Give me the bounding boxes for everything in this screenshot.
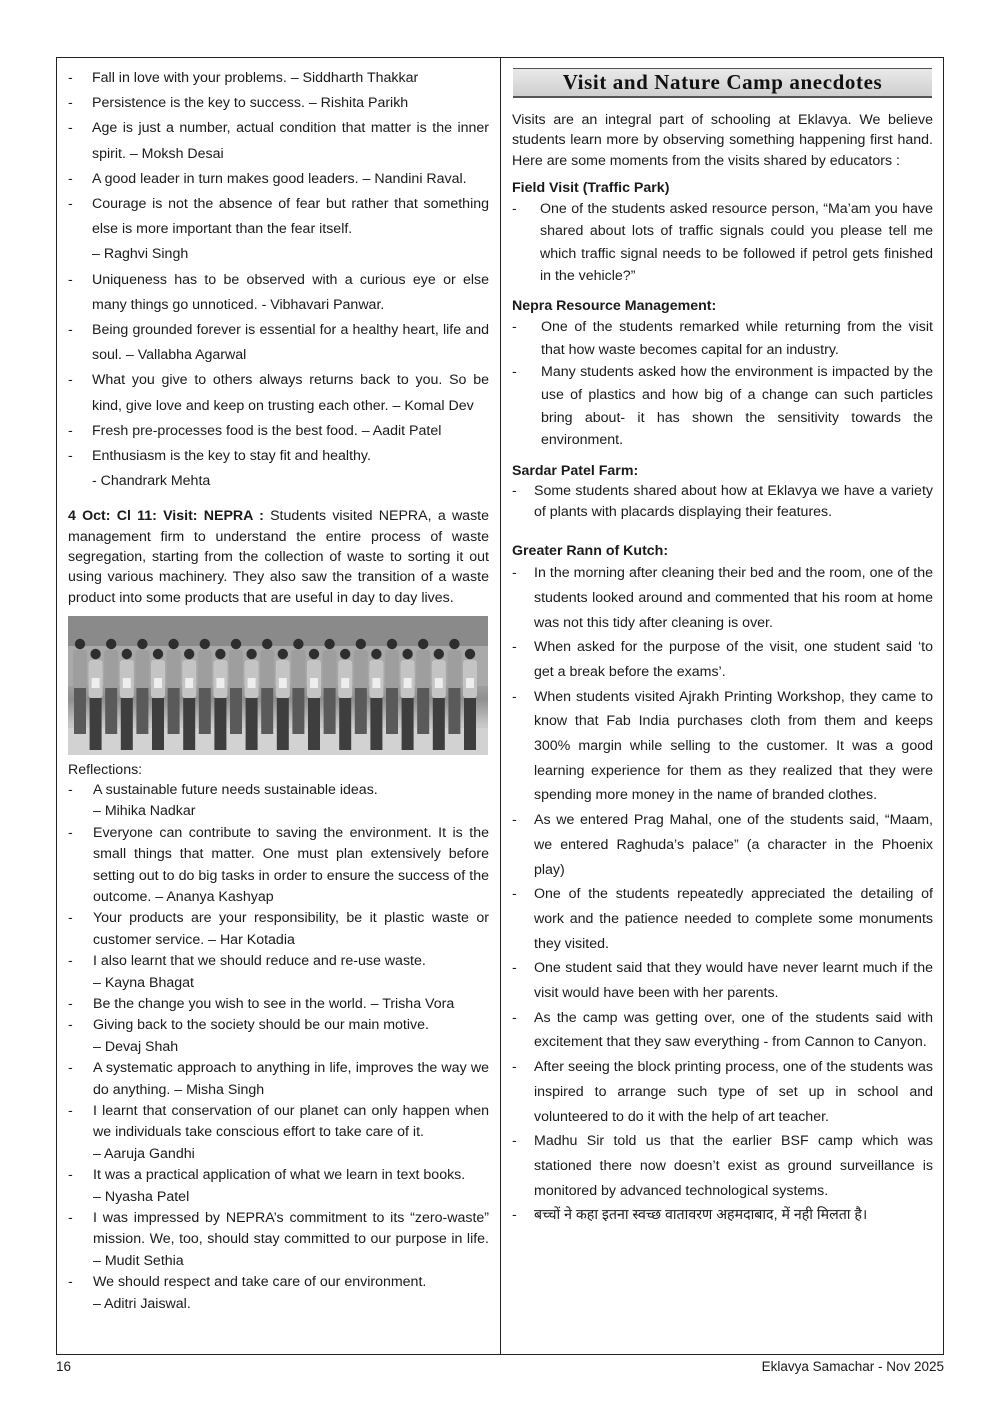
bullet-dash: - (512, 639, 517, 656)
reflections-list (68, 780, 489, 1315)
person-paper (123, 678, 131, 688)
bullet-dash: - (512, 960, 517, 977)
person-paper (310, 678, 318, 688)
quote-item (68, 318, 489, 368)
reflection-item (68, 1272, 489, 1315)
bullet-dash: - (68, 448, 73, 465)
person-trousers (339, 698, 351, 750)
person-paper (185, 678, 193, 688)
kutch-item-text: बच्चों ने कहा इतना स्वच्छ वातावरण अहमदाबाद, में नही मिलता है। (534, 1207, 868, 1224)
person-head (153, 649, 163, 659)
person-trousers (464, 698, 476, 750)
kutch-item-text: After seeing the block printing process, one of the students was inspired to arrange such type of set up in school and volunteered to do it with the help of art teacher. (534, 1059, 933, 1125)
person-head (309, 649, 319, 659)
person-paper (372, 678, 380, 688)
quote-item-text: Uniqueness has to be observed with a curious eye or else many things go unnoticed. - Vibhavari Panwar. (92, 271, 489, 313)
bullet-dash: - (512, 1133, 517, 1150)
reflection-item-text: Giving back to the society should be our main motive. (93, 1017, 429, 1034)
field-visit-item-text: One of the students asked resource person, “Ma’am you have shared about lots of traffic signals could you please tell me which traffic signal needs to be followed if petrol gets finished in the vehicle?” (540, 200, 933, 285)
bullet-dash: - (68, 1060, 73, 1077)
bullet-dash: - (68, 372, 73, 389)
field-visit-item (512, 198, 933, 288)
reflection-item-author: – Devaj Shah (93, 1038, 179, 1055)
person-head (402, 649, 412, 659)
person-trousers (355, 688, 367, 734)
person-head (371, 649, 381, 659)
bullet-dash: - (68, 824, 73, 841)
nepra-title: Nepra Resource Management: (512, 297, 717, 314)
person-trousers (246, 698, 258, 750)
field-visit-list (512, 198, 933, 288)
person-paper (216, 678, 224, 688)
person-head (106, 639, 116, 649)
bullet-dash: - (68, 70, 73, 86)
person-shirt (323, 650, 337, 688)
bullet-dash: - (68, 271, 73, 288)
bullet-dash: - (512, 812, 517, 829)
event-label: 4 Oct: Cl 11: Visit: NEPRA : (68, 508, 264, 525)
kutch-item-text: In the morning after cleaning their bed and the room, one of the students looked around and commented that his room at home was not this tidy after cleaning is over. (534, 565, 933, 631)
person-trousers (292, 688, 304, 734)
bullet-dash: - (512, 483, 517, 500)
reflection-item-text: I also learnt that we should reduce and re-use waste. (93, 953, 426, 970)
bullet-dash: - (68, 996, 73, 1012)
bullet-dash: - (512, 688, 517, 705)
reflection-item-author: – Aditri Jaiswal. (93, 1295, 191, 1312)
page-number: 16 (56, 1359, 72, 1374)
person-head (75, 639, 85, 649)
section-heading: Visit and Nature Camp anecdotes (513, 68, 932, 98)
reflection-item-author: – Mihika Nadkar (93, 803, 196, 820)
quote-item (68, 368, 489, 418)
person-paper (341, 678, 349, 688)
quote-item (68, 116, 489, 166)
bullet-dash: - (68, 422, 73, 439)
bullet-dash: - (512, 200, 517, 217)
reflection-item-author: – Nyasha Patel (93, 1188, 190, 1205)
quote-item-text: Age is just a number, actual condition that matter is the inner spirit. – Moksh Desai (92, 120, 489, 162)
reflection-item-text: Your products are your responsibility, be it plastic waste or customer service. – Har Kotadia (93, 910, 489, 948)
reflection-item-text: It was a practical application of what we learn in text books. (93, 1167, 466, 1184)
person-trousers (324, 688, 336, 734)
quote-item-text: Enthusiasm is the key to stay fit and healthy. (92, 448, 371, 465)
bullet-dash: - (68, 322, 73, 339)
person-trousers (74, 688, 86, 734)
person-head (434, 649, 444, 659)
kutch-item-text: Madhu Sir told us that the earlier BSF camp which was stationed there now doesn’t exist as ground surveillance is monitored by advanced technological systems. (534, 1133, 933, 1199)
reflection-item-text: Everyone can contribute to saving the environment. It is the small things that matter. One must plan extensively before setting out to do big tasks in order to ensure the success of the outcome. – Ananya Kashyap (93, 824, 489, 905)
left-column (68, 66, 489, 1315)
person-head (293, 639, 303, 649)
person-paper (466, 678, 474, 688)
person-trousers (417, 688, 429, 734)
person-head (90, 649, 100, 659)
group-photo (68, 616, 488, 755)
kutch-item (512, 1055, 933, 1129)
kutch-item (512, 685, 933, 809)
kutch-list (512, 561, 933, 1228)
bullet-dash: - (512, 318, 517, 335)
bullet-dash: - (512, 1009, 517, 1026)
bullet-dash: - (68, 196, 73, 213)
person-head (231, 639, 241, 649)
nepra-item-text: One of the students remarked while returning from the visit that how waste becomes capital for an industry. (541, 318, 933, 358)
person-trousers (386, 688, 398, 734)
person-head (184, 649, 194, 659)
kutch-item (512, 635, 933, 684)
quote-item (68, 167, 489, 192)
person-shirt (104, 650, 118, 688)
kutch-item (512, 882, 933, 956)
person-head (387, 639, 397, 649)
bullet-dash: - (68, 953, 73, 970)
reflection-item (68, 1058, 489, 1101)
person-shirt (354, 650, 368, 688)
reflection-item (68, 1208, 489, 1272)
person-head (168, 639, 178, 649)
nepra-item (512, 361, 933, 452)
intro-paragraph: Visits are an integral part of schooling at Eklavya. We believe students learn more by observing something happening first hand. Here are some moments from the visits shared by educators : (512, 112, 933, 169)
event-text: Students visited NEPRA, a waste management firm to understand the entire process of waste segregation, starting from the collection of waste to sorting it out using various machinery. They also saw the transition of a waste product into some products that are useful in day to day lives. (68, 508, 490, 606)
person-trousers (370, 698, 382, 750)
person-paper (279, 678, 287, 688)
reflection-item-text: I learnt that conservation of our planet can only happen when we individuals take conscious effort to take care of it. (93, 1103, 489, 1141)
person-paper (248, 678, 256, 688)
reflection-item (68, 994, 489, 1015)
kutch-item (512, 956, 933, 1005)
person-trousers (308, 698, 320, 750)
person-head (200, 639, 210, 649)
bullet-dash: - (512, 886, 517, 903)
reflection-item (68, 951, 489, 994)
person-shirt (73, 650, 87, 688)
person-shirt (416, 650, 430, 688)
person-paper (404, 678, 412, 688)
bullet-dash: - (68, 1210, 73, 1227)
quote-item (68, 192, 489, 268)
person-head (262, 639, 272, 649)
kutch-item-text: One of the students repeatedly appreciated the detailing of work and the patience needed to complete some monuments they visited. (534, 886, 933, 952)
bullet-dash: - (512, 1207, 517, 1224)
person-trousers (230, 688, 242, 734)
reflection-item (68, 1165, 489, 1208)
reflection-item (68, 1101, 489, 1165)
person-head (278, 649, 288, 659)
person-trousers (214, 698, 226, 750)
quote-item-text: Fall in love with your problems. – Siddharth Thakkar (92, 70, 419, 86)
bullet-dash: - (68, 781, 73, 798)
person-trousers (433, 698, 445, 750)
kutch-item (512, 1006, 933, 1055)
column-divider (500, 57, 501, 1355)
person-head (246, 649, 256, 659)
bullet-dash: - (68, 120, 73, 137)
person-head (340, 649, 350, 659)
person-shirt (291, 650, 305, 688)
quote-item-text: Persistence is the key to success. – Rishita Parikh (92, 95, 409, 112)
quote-item-author: - Chandrark Mehta (92, 473, 211, 490)
person-head (449, 639, 459, 649)
person-trousers (448, 688, 460, 734)
bullet-dash: - (512, 1059, 517, 1076)
kutch-item-text: When asked for the purpose of the visit, one student said ‘to get a break before the exams’. (534, 639, 933, 680)
reflection-item (68, 823, 489, 909)
bullet-dash: - (68, 95, 73, 112)
quote-item (68, 91, 489, 116)
person-trousers (183, 698, 195, 750)
nepra-item-text: Many students asked how the environment is impacted by the use of plastics and how big of a change can such particles bring about- it has shown the sensitivity towards the environment. (541, 364, 933, 449)
field-visit-title: Field Visit (Traffic Park) (512, 179, 670, 196)
kutch-item (512, 561, 933, 635)
kutch-item (512, 1203, 933, 1228)
person-trousers (402, 698, 414, 750)
farm-item-text: Some students shared about how at Eklavya we have a variety of plants with placards displaying their features. (534, 483, 933, 521)
quote-item (68, 444, 489, 494)
quote-item (68, 66, 489, 91)
reflection-item-text: We should respect and take care of our environment. (93, 1274, 427, 1291)
quote-item-text: A good leader in turn makes good leaders. – Nandini Raval. (92, 170, 467, 187)
reflection-item-author: – Aaruja Gandhi (93, 1145, 195, 1162)
person-head (418, 639, 428, 649)
bullet-dash: - (68, 1274, 73, 1291)
quote-item-author: – Raghvi Singh (92, 246, 189, 263)
farm-item (512, 481, 933, 523)
person-head (215, 649, 225, 659)
reflections-label: Reflections: (68, 761, 143, 778)
bullet-dash: - (68, 1167, 73, 1184)
nepra-list (512, 316, 933, 452)
person-shirt (198, 650, 212, 688)
quote-item-text: Fresh pre-processes food is the best food. – Aadit Patel (92, 422, 442, 439)
person-trousers (152, 698, 164, 750)
reflection-item-text: Be the change you wish to see in the world. – Trisha Vora (93, 996, 455, 1012)
person-trousers (121, 698, 133, 750)
person-trousers (199, 688, 211, 734)
reflection-item-author: – Kayna Bhagat (93, 974, 194, 991)
person-shirt (135, 650, 149, 688)
person-shirt (447, 650, 461, 688)
reflection-item-text: A systematic approach to anything in life, improves the way we do anything. – Misha Singh (93, 1060, 489, 1098)
kutch-item-text: As the camp was getting over, one of the students said with excitement that they saw everything - from Cannon to Canyon. (534, 1009, 933, 1051)
person-head (122, 649, 132, 659)
quotes-list (68, 66, 489, 494)
person-trousers (277, 698, 289, 750)
person-head (137, 639, 147, 649)
kutch-item (512, 1129, 933, 1203)
person-shirt (229, 650, 243, 688)
kutch-item-text: One student said that they would have never learnt much if the visit would have been with her parents. (534, 960, 933, 1002)
person-head (324, 639, 334, 649)
kutch-item-text: As we entered Prag Mahal, one of the students said, “Maam, we entered Raghuda’s palace” (a character in the Phoenix play) (534, 812, 933, 878)
reflection-item (68, 780, 489, 823)
person-paper (435, 678, 443, 688)
reflection-item-text: I was impressed by NEPRA’s commitment to its “zero-waste” mission. We, too, should stay committed to our purpose in life. – Mudit Sethia (93, 1210, 489, 1269)
person-trousers (105, 688, 117, 734)
quote-item-text: Courage is not the absence of fear but rather that something else is more important than the fear itself. (92, 196, 489, 238)
bullet-dash: - (68, 910, 73, 927)
quote-item (68, 419, 489, 444)
quote-item-text: What you give to others always returns back to you. So be kind, give love and keep on trusting each other. – Komal Dev (92, 372, 489, 414)
farm-title: Sardar Patel Farm: (512, 463, 639, 480)
person-trousers (261, 688, 273, 734)
kutch-item-text: When students visited Ajrakh Printing Workshop, they came to know that Fab India purchases cloth from them and keeps 300% margin while selling to the customer. It was a good learning experience for them as they realized that they were spending more money in the name of branded clothes. (534, 688, 933, 804)
person-paper (92, 678, 100, 688)
reflection-item (68, 1015, 489, 1058)
person-shirt (385, 650, 399, 688)
reflection-item (68, 908, 489, 951)
publication-name: Eklavya Samachar - Nov 2025 (761, 1359, 944, 1374)
person-trousers (136, 688, 148, 734)
nepra-item (512, 316, 933, 361)
person-shirt (260, 650, 274, 688)
person-shirt (167, 650, 181, 688)
bullet-dash: - (512, 565, 517, 582)
kutch-item (512, 808, 933, 882)
farm-list (512, 481, 933, 523)
person-head (356, 639, 366, 649)
group-photo-image (68, 616, 488, 755)
bullet-dash: - (68, 1017, 73, 1034)
kutch-title: Greater Rann of Kutch: (512, 543, 669, 560)
quote-item-text: Being grounded forever is essential for a healthy heart, life and soul. – Vallabha Agarwal (92, 322, 489, 364)
nepra-visit-paragraph (68, 506, 489, 607)
right-column (512, 66, 933, 1228)
person-trousers (168, 688, 180, 734)
bullet-dash: - (512, 364, 517, 381)
person-trousers (90, 698, 102, 750)
bullet-dash: - (68, 170, 73, 187)
person-paper (154, 678, 162, 688)
quote-item (68, 268, 489, 318)
person-head (465, 649, 475, 659)
bullet-dash: - (68, 1103, 73, 1120)
reflection-item-text: A sustainable future needs sustainable ideas. (93, 781, 378, 798)
